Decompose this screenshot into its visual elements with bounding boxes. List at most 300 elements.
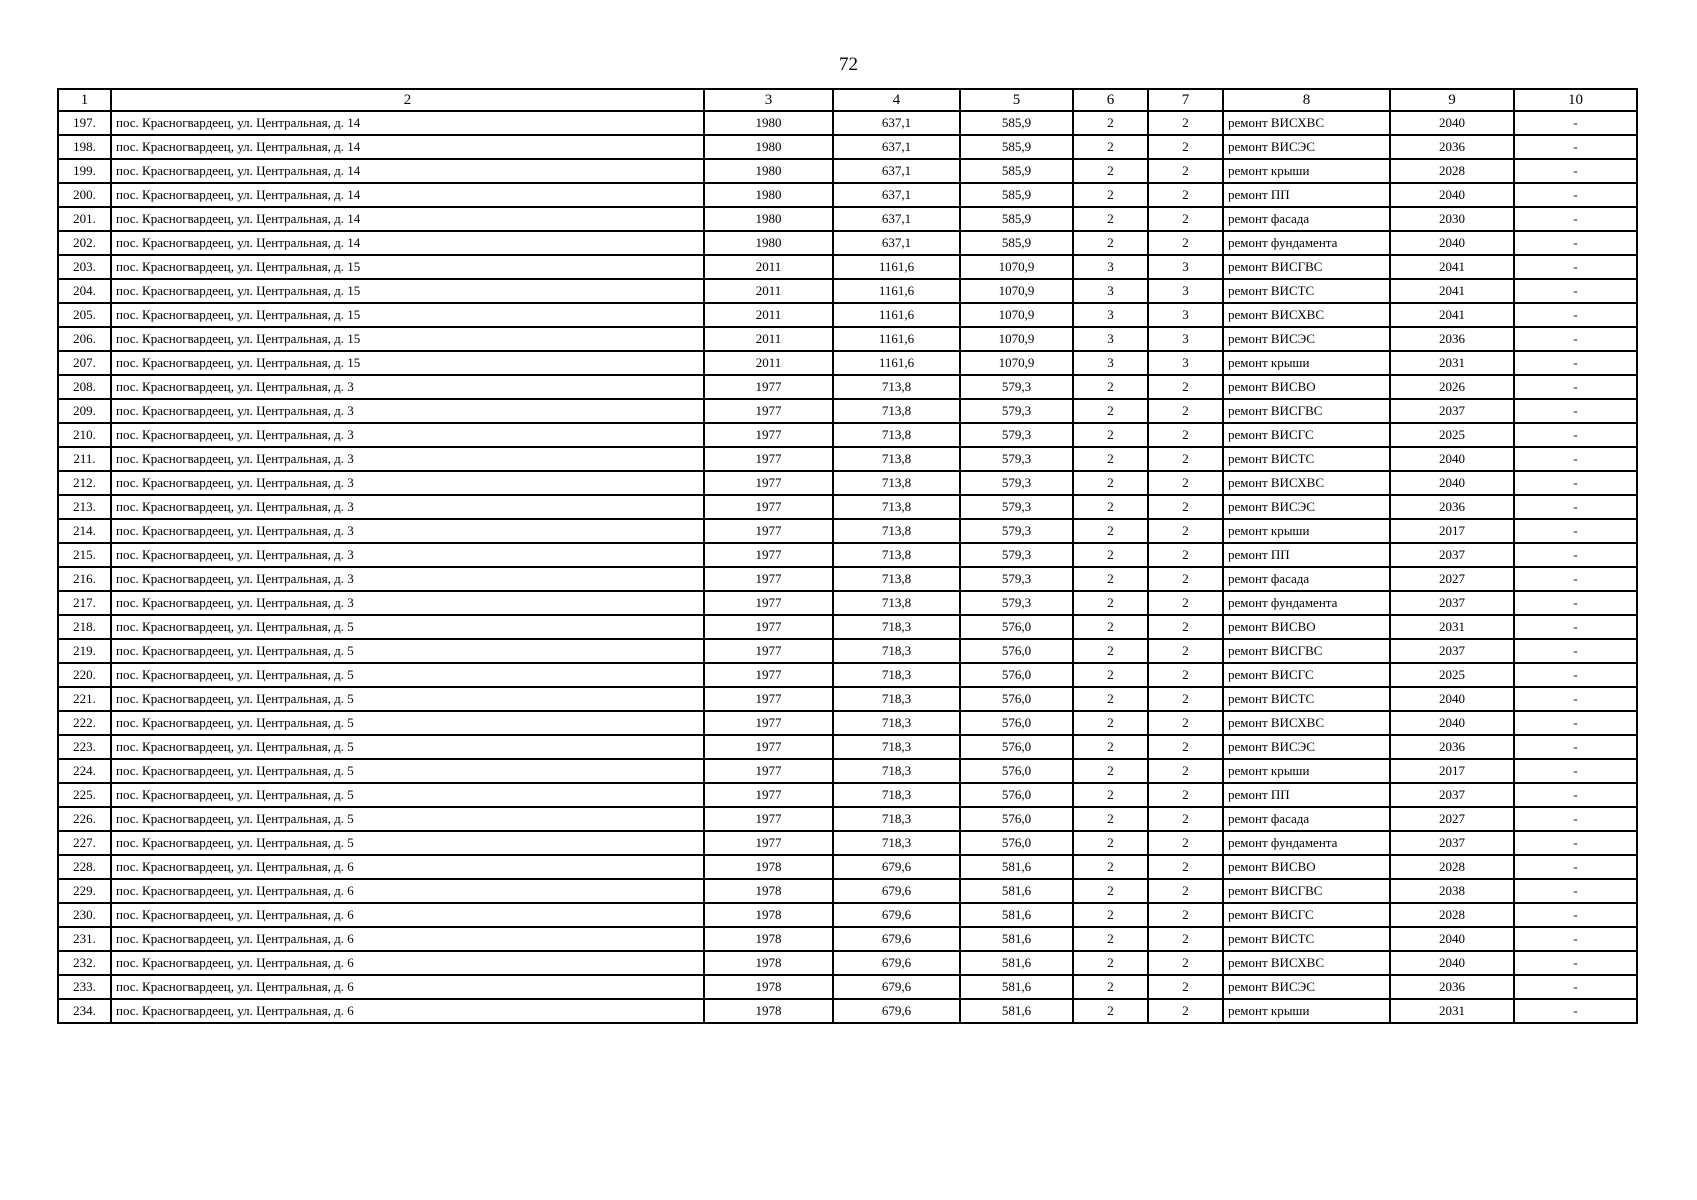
year-cell: 1980 [704, 183, 833, 207]
entrances-cell: 3 [1148, 255, 1223, 279]
table-row [58, 975, 1637, 999]
total-area-cell: 679,6 [833, 927, 960, 951]
floors-cell: 3 [1073, 279, 1148, 303]
year-cell: 1977 [704, 615, 833, 639]
table-row [58, 447, 1637, 471]
year-cell: 1978 [704, 975, 833, 999]
living-area-cell: 585,9 [960, 231, 1073, 255]
address-cell: пос. Красногвардеец, ул. Центральная, д. 3 [111, 471, 704, 495]
address-cell: пос. Красногвардеец, ул. Центральная, д. 15 [111, 327, 704, 351]
note-cell: - [1514, 927, 1637, 951]
year-cell: 1980 [704, 231, 833, 255]
floors-cell: 2 [1073, 879, 1148, 903]
work-type-cell: ремонт ВИСХВС [1223, 951, 1390, 975]
entrances-cell: 2 [1148, 927, 1223, 951]
floors-cell: 2 [1073, 663, 1148, 687]
entrances-cell: 3 [1148, 327, 1223, 351]
living-area-cell: 579,3 [960, 543, 1073, 567]
table-row [58, 303, 1637, 327]
work-type-cell: ремонт ВИСГВС [1223, 639, 1390, 663]
planned-year-cell: 2031 [1390, 351, 1514, 375]
total-area-cell: 637,1 [833, 111, 960, 135]
table-row [58, 543, 1637, 567]
note-cell: - [1514, 687, 1637, 711]
year-cell: 1977 [704, 567, 833, 591]
work-type-cell: ремонт ВИСХВС [1223, 711, 1390, 735]
address-cell: пос. Красногвардеец, ул. Центральная, д. 3 [111, 591, 704, 615]
living-area-cell: 585,9 [960, 183, 1073, 207]
table-row [58, 279, 1637, 303]
floors-cell: 2 [1073, 831, 1148, 855]
address-cell: пос. Красногвардеец, ул. Центральная, д. 5 [111, 615, 704, 639]
year-cell: 1978 [704, 903, 833, 927]
work-type-cell: ремонт ПП [1223, 183, 1390, 207]
entrances-cell: 2 [1148, 687, 1223, 711]
floors-cell: 3 [1073, 255, 1148, 279]
note-cell: - [1514, 519, 1637, 543]
living-area-cell: 576,0 [960, 615, 1073, 639]
living-area-cell: 579,3 [960, 567, 1073, 591]
work-type-cell: ремонт ВИСХВС [1223, 303, 1390, 327]
year-cell: 2011 [704, 279, 833, 303]
planned-year-cell: 2037 [1390, 543, 1514, 567]
note-cell: - [1514, 159, 1637, 183]
table-row [58, 183, 1637, 207]
total-area-cell: 718,3 [833, 783, 960, 807]
entrances-cell: 2 [1148, 495, 1223, 519]
entrances-cell: 3 [1148, 279, 1223, 303]
note-cell: - [1514, 591, 1637, 615]
address-cell: пос. Красногвардеец, ул. Центральная, д. 14 [111, 207, 704, 231]
work-type-cell: ремонт ВИСХВС [1223, 471, 1390, 495]
total-area-cell: 718,3 [833, 711, 960, 735]
living-area-cell: 579,3 [960, 471, 1073, 495]
note-cell: - [1514, 207, 1637, 231]
planned-year-cell: 2017 [1390, 759, 1514, 783]
floors-cell: 3 [1073, 327, 1148, 351]
work-type-cell: ремонт ВИСГВС [1223, 879, 1390, 903]
page-number: 72 [839, 54, 858, 75]
living-area-cell: 1070,9 [960, 351, 1073, 375]
row-number-cell: 211. [58, 447, 111, 471]
entrances-cell: 2 [1148, 567, 1223, 591]
row-number-cell: 227. [58, 831, 111, 855]
address-cell: пос. Красногвардеец, ул. Центральная, д. 3 [111, 519, 704, 543]
row-number-cell: 222. [58, 711, 111, 735]
table-row [58, 855, 1637, 879]
total-area-cell: 637,1 [833, 159, 960, 183]
column-header: 7 [1148, 89, 1223, 111]
floors-cell: 2 [1073, 135, 1148, 159]
address-cell: пос. Красногвардеец, ул. Центральная, д. 5 [111, 639, 704, 663]
table-row [58, 375, 1637, 399]
total-area-cell: 718,3 [833, 615, 960, 639]
note-cell: - [1514, 543, 1637, 567]
total-area-cell: 713,8 [833, 471, 960, 495]
work-type-cell: ремонт ВИСТС [1223, 927, 1390, 951]
table-row [58, 471, 1637, 495]
table-row [58, 783, 1637, 807]
address-cell: пос. Красногвардеец, ул. Центральная, д. 14 [111, 231, 704, 255]
living-area-cell: 576,0 [960, 663, 1073, 687]
table-row [58, 879, 1637, 903]
living-area-cell: 579,3 [960, 375, 1073, 399]
note-cell: - [1514, 399, 1637, 423]
note-cell: - [1514, 567, 1637, 591]
note-cell: - [1514, 255, 1637, 279]
work-type-cell: ремонт ВИСГВС [1223, 255, 1390, 279]
table-body [58, 111, 1637, 1023]
planned-year-cell: 2040 [1390, 111, 1514, 135]
row-number-cell: 218. [58, 615, 111, 639]
address-cell: пос. Красногвардеец, ул. Центральная, д. 14 [111, 135, 704, 159]
row-number-cell: 234. [58, 999, 111, 1023]
year-cell: 1977 [704, 831, 833, 855]
entrances-cell: 2 [1148, 735, 1223, 759]
address-cell: пос. Красногвардеец, ул. Центральная, д. 3 [111, 495, 704, 519]
work-type-cell: ремонт крыши [1223, 351, 1390, 375]
floors-cell: 2 [1073, 375, 1148, 399]
row-number-cell: 229. [58, 879, 111, 903]
planned-year-cell: 2040 [1390, 687, 1514, 711]
note-cell: - [1514, 855, 1637, 879]
address-cell: пос. Красногвардеец, ул. Центральная, д. 14 [111, 159, 704, 183]
work-type-cell: ремонт ПП [1223, 543, 1390, 567]
table-row [58, 711, 1637, 735]
entrances-cell: 2 [1148, 399, 1223, 423]
entrances-cell: 2 [1148, 375, 1223, 399]
header-row [58, 89, 1637, 111]
planned-year-cell: 2041 [1390, 303, 1514, 327]
living-area-cell: 581,6 [960, 999, 1073, 1023]
column-header: 9 [1390, 89, 1514, 111]
planned-year-cell: 2028 [1390, 159, 1514, 183]
living-area-cell: 576,0 [960, 639, 1073, 663]
living-area-cell: 576,0 [960, 687, 1073, 711]
floors-cell: 2 [1073, 927, 1148, 951]
total-area-cell: 1161,6 [833, 279, 960, 303]
note-cell: - [1514, 999, 1637, 1023]
address-cell: пос. Красногвардеец, ул. Центральная, д. 14 [111, 183, 704, 207]
row-number-cell: 217. [58, 591, 111, 615]
living-area-cell: 579,3 [960, 399, 1073, 423]
living-area-cell: 581,6 [960, 975, 1073, 999]
entrances-cell: 2 [1148, 951, 1223, 975]
column-header: 8 [1223, 89, 1390, 111]
row-number-cell: 199. [58, 159, 111, 183]
year-cell: 1978 [704, 951, 833, 975]
total-area-cell: 713,8 [833, 423, 960, 447]
entrances-cell: 3 [1148, 303, 1223, 327]
work-type-cell: ремонт ВИСЭС [1223, 135, 1390, 159]
total-area-cell: 679,6 [833, 855, 960, 879]
entrances-cell: 2 [1148, 519, 1223, 543]
entrances-cell: 2 [1148, 543, 1223, 567]
work-type-cell: ремонт крыши [1223, 159, 1390, 183]
address-cell: пос. Красногвардеец, ул. Центральная, д. 5 [111, 711, 704, 735]
note-cell: - [1514, 303, 1637, 327]
living-area-cell: 579,3 [960, 423, 1073, 447]
address-cell: пос. Красногвардеец, ул. Центральная, д. 5 [111, 735, 704, 759]
address-cell: пос. Красногвардеец, ул. Центральная, д. 3 [111, 567, 704, 591]
table-row [58, 399, 1637, 423]
planned-year-cell: 2028 [1390, 855, 1514, 879]
floors-cell: 2 [1073, 591, 1148, 615]
living-area-cell: 585,9 [960, 159, 1073, 183]
table-row [58, 135, 1637, 159]
table-row [58, 327, 1637, 351]
total-area-cell: 713,8 [833, 519, 960, 543]
total-area-cell: 718,3 [833, 759, 960, 783]
entrances-cell: 2 [1148, 999, 1223, 1023]
living-area-cell: 576,0 [960, 783, 1073, 807]
entrances-cell: 2 [1148, 159, 1223, 183]
row-number-cell: 216. [58, 567, 111, 591]
entrances-cell: 2 [1148, 759, 1223, 783]
total-area-cell: 679,6 [833, 975, 960, 999]
row-number-cell: 206. [58, 327, 111, 351]
floors-cell: 2 [1073, 567, 1148, 591]
table-row [58, 639, 1637, 663]
planned-year-cell: 2037 [1390, 831, 1514, 855]
year-cell: 1977 [704, 711, 833, 735]
entrances-cell: 2 [1148, 231, 1223, 255]
planned-year-cell: 2037 [1390, 591, 1514, 615]
living-area-cell: 576,0 [960, 759, 1073, 783]
year-cell: 1977 [704, 471, 833, 495]
floors-cell: 2 [1073, 783, 1148, 807]
work-type-cell: ремонт ВИСЭС [1223, 327, 1390, 351]
table-row [58, 255, 1637, 279]
planned-year-cell: 2030 [1390, 207, 1514, 231]
row-number-cell: 233. [58, 975, 111, 999]
planned-year-cell: 2040 [1390, 927, 1514, 951]
row-number-cell: 221. [58, 687, 111, 711]
note-cell: - [1514, 879, 1637, 903]
table-row [58, 951, 1637, 975]
living-area-cell: 585,9 [960, 111, 1073, 135]
row-number-cell: 204. [58, 279, 111, 303]
table-row [58, 999, 1637, 1023]
column-header: 6 [1073, 89, 1148, 111]
work-type-cell: ремонт фасада [1223, 567, 1390, 591]
total-area-cell: 718,3 [833, 663, 960, 687]
entrances-cell: 2 [1148, 855, 1223, 879]
column-header: 5 [960, 89, 1073, 111]
column-header: 10 [1514, 89, 1637, 111]
entrances-cell: 2 [1148, 183, 1223, 207]
living-area-cell: 581,6 [960, 855, 1073, 879]
total-area-cell: 718,3 [833, 639, 960, 663]
planned-year-cell: 2017 [1390, 519, 1514, 543]
floors-cell: 2 [1073, 759, 1148, 783]
address-cell: пос. Красногвардеец, ул. Центральная, д. 3 [111, 375, 704, 399]
total-area-cell: 718,3 [833, 735, 960, 759]
address-cell: пос. Красногвардеец, ул. Центральная, д. 6 [111, 975, 704, 999]
floors-cell: 2 [1073, 999, 1148, 1023]
planned-year-cell: 2025 [1390, 423, 1514, 447]
table-row [58, 903, 1637, 927]
note-cell: - [1514, 735, 1637, 759]
row-number-cell: 205. [58, 303, 111, 327]
column-header: 2 [111, 89, 704, 111]
entrances-cell: 2 [1148, 471, 1223, 495]
work-type-cell: ремонт ВИСВО [1223, 855, 1390, 879]
row-number-cell: 224. [58, 759, 111, 783]
total-area-cell: 1161,6 [833, 255, 960, 279]
note-cell: - [1514, 135, 1637, 159]
entrances-cell: 2 [1148, 591, 1223, 615]
living-area-cell: 579,3 [960, 519, 1073, 543]
row-number-cell: 215. [58, 543, 111, 567]
note-cell: - [1514, 423, 1637, 447]
year-cell: 1977 [704, 519, 833, 543]
table-row [58, 687, 1637, 711]
planned-year-cell: 2036 [1390, 975, 1514, 999]
entrances-cell: 2 [1148, 207, 1223, 231]
floors-cell: 2 [1073, 735, 1148, 759]
total-area-cell: 637,1 [833, 135, 960, 159]
row-number-cell: 228. [58, 855, 111, 879]
note-cell: - [1514, 327, 1637, 351]
living-area-cell: 581,6 [960, 879, 1073, 903]
work-type-cell: ремонт ВИСТС [1223, 687, 1390, 711]
address-cell: пос. Красногвардеец, ул. Центральная, д. 3 [111, 399, 704, 423]
planned-year-cell: 2036 [1390, 135, 1514, 159]
work-type-cell: ремонт ВИСГС [1223, 903, 1390, 927]
entrances-cell: 2 [1148, 807, 1223, 831]
repair-schedule-table [57, 88, 1638, 1024]
row-number-cell: 197. [58, 111, 111, 135]
note-cell: - [1514, 351, 1637, 375]
row-number-cell: 219. [58, 639, 111, 663]
year-cell: 1978 [704, 927, 833, 951]
row-number-cell: 223. [58, 735, 111, 759]
year-cell: 1980 [704, 135, 833, 159]
note-cell: - [1514, 951, 1637, 975]
floors-cell: 2 [1073, 639, 1148, 663]
year-cell: 2011 [704, 303, 833, 327]
address-cell: пос. Красногвардеец, ул. Центральная, д. 14 [111, 111, 704, 135]
total-area-cell: 679,6 [833, 999, 960, 1023]
table-row [58, 351, 1637, 375]
floors-cell: 2 [1073, 471, 1148, 495]
year-cell: 1977 [704, 759, 833, 783]
planned-year-cell: 2031 [1390, 615, 1514, 639]
planned-year-cell: 2040 [1390, 231, 1514, 255]
floors-cell: 2 [1073, 423, 1148, 447]
work-type-cell: ремонт фасада [1223, 807, 1390, 831]
row-number-cell: 226. [58, 807, 111, 831]
planned-year-cell: 2027 [1390, 567, 1514, 591]
planned-year-cell: 2040 [1390, 711, 1514, 735]
work-type-cell: ремонт фундамента [1223, 591, 1390, 615]
address-cell: пос. Красногвардеец, ул. Центральная, д. 15 [111, 351, 704, 375]
planned-year-cell: 2037 [1390, 639, 1514, 663]
floors-cell: 3 [1073, 351, 1148, 375]
year-cell: 1977 [704, 423, 833, 447]
floors-cell: 2 [1073, 855, 1148, 879]
note-cell: - [1514, 615, 1637, 639]
total-area-cell: 718,3 [833, 831, 960, 855]
living-area-cell: 585,9 [960, 135, 1073, 159]
row-number-cell: 203. [58, 255, 111, 279]
address-cell: пос. Красногвардеец, ул. Центральная, д. 6 [111, 951, 704, 975]
living-area-cell: 579,3 [960, 495, 1073, 519]
floors-cell: 2 [1073, 159, 1148, 183]
planned-year-cell: 2040 [1390, 471, 1514, 495]
row-number-cell: 210. [58, 423, 111, 447]
table-row [58, 615, 1637, 639]
planned-year-cell: 2040 [1390, 183, 1514, 207]
row-number-cell: 200. [58, 183, 111, 207]
table-row [58, 423, 1637, 447]
address-cell: пос. Красногвардеец, ул. Центральная, д. 15 [111, 303, 704, 327]
note-cell: - [1514, 639, 1637, 663]
work-type-cell: ремонт крыши [1223, 759, 1390, 783]
year-cell: 2011 [704, 327, 833, 351]
address-cell: пос. Красногвардеец, ул. Центральная, д. 5 [111, 759, 704, 783]
year-cell: 1977 [704, 807, 833, 831]
note-cell: - [1514, 231, 1637, 255]
work-type-cell: ремонт ВИСХВС [1223, 111, 1390, 135]
table-row [58, 807, 1637, 831]
planned-year-cell: 2028 [1390, 903, 1514, 927]
note-cell: - [1514, 111, 1637, 135]
work-type-cell: ремонт ВИСЭС [1223, 495, 1390, 519]
floors-cell: 2 [1073, 399, 1148, 423]
living-area-cell: 576,0 [960, 711, 1073, 735]
entrances-cell: 2 [1148, 639, 1223, 663]
entrances-cell: 3 [1148, 351, 1223, 375]
floors-cell: 2 [1073, 543, 1148, 567]
note-cell: - [1514, 447, 1637, 471]
entrances-cell: 2 [1148, 879, 1223, 903]
living-area-cell: 579,3 [960, 447, 1073, 471]
note-cell: - [1514, 807, 1637, 831]
entrances-cell: 2 [1148, 975, 1223, 999]
floors-cell: 2 [1073, 447, 1148, 471]
living-area-cell: 581,6 [960, 927, 1073, 951]
total-area-cell: 679,6 [833, 879, 960, 903]
planned-year-cell: 2040 [1390, 951, 1514, 975]
planned-year-cell: 2025 [1390, 663, 1514, 687]
floors-cell: 2 [1073, 615, 1148, 639]
note-cell: - [1514, 663, 1637, 687]
floors-cell: 3 [1073, 303, 1148, 327]
total-area-cell: 713,8 [833, 399, 960, 423]
table-row [58, 111, 1637, 135]
planned-year-cell: 2036 [1390, 327, 1514, 351]
planned-year-cell: 2040 [1390, 447, 1514, 471]
table-row [58, 207, 1637, 231]
total-area-cell: 713,8 [833, 375, 960, 399]
total-area-cell: 1161,6 [833, 327, 960, 351]
total-area-cell: 679,6 [833, 951, 960, 975]
address-cell: пос. Красногвардеец, ул. Центральная, д. 3 [111, 543, 704, 567]
table-row [58, 159, 1637, 183]
entrances-cell: 2 [1148, 831, 1223, 855]
living-area-cell: 576,0 [960, 735, 1073, 759]
year-cell: 1977 [704, 639, 833, 663]
entrances-cell: 2 [1148, 615, 1223, 639]
year-cell: 1980 [704, 111, 833, 135]
living-area-cell: 581,6 [960, 903, 1073, 927]
row-number-cell: 198. [58, 135, 111, 159]
row-number-cell: 220. [58, 663, 111, 687]
work-type-cell: ремонт ПП [1223, 783, 1390, 807]
floors-cell: 2 [1073, 519, 1148, 543]
